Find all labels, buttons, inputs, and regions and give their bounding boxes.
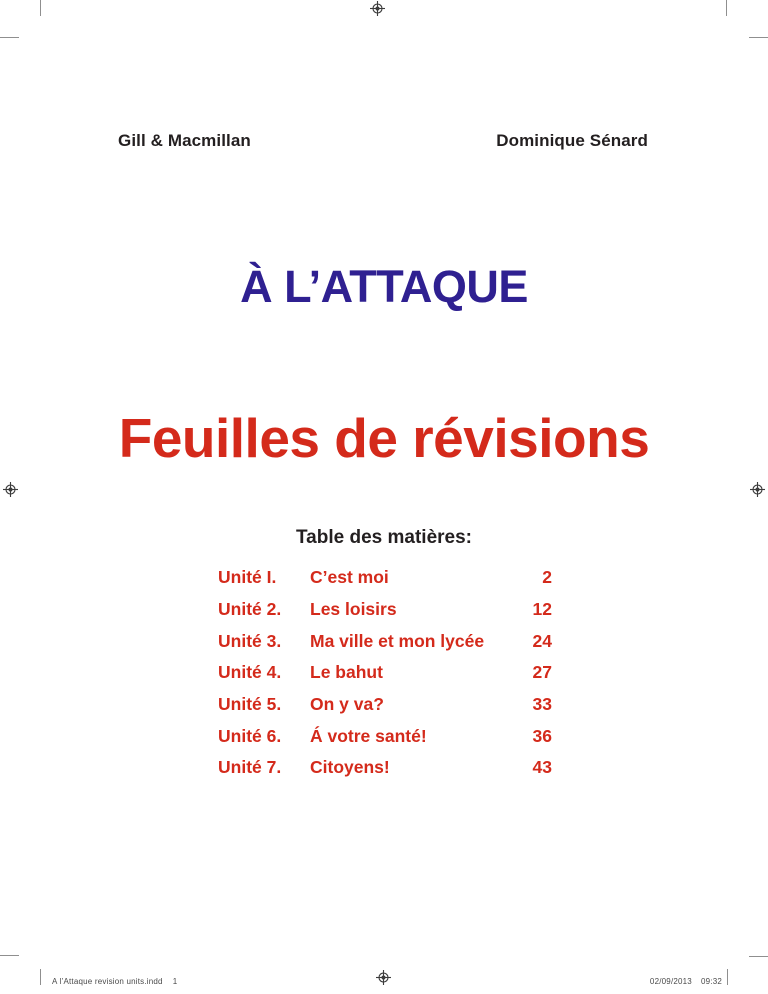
footer-time: 09:32 <box>700 977 722 986</box>
crop-mark-bottom-left-vertical <box>40 969 41 985</box>
toc-page-number: 43 <box>532 757 552 778</box>
toc-unit-title: Ma ville et mon lycée <box>310 630 485 651</box>
toc-unit-title: Á votre santé! <box>310 725 427 746</box>
toc-unit-label: Unité 5. <box>218 694 282 715</box>
crop-mark-top-left-horizontal <box>0 37 19 38</box>
footer-timestamp <box>650 977 722 986</box>
crop-mark-bottom-left-horizontal <box>0 955 19 956</box>
toc-unit-label: Unité 2. <box>218 599 282 620</box>
toc-heading: Table des matières: <box>295 527 472 548</box>
toc-unit-title: Les loisirs <box>310 599 397 620</box>
toc-row <box>218 720 552 752</box>
toc-row <box>218 594 552 626</box>
toc-unit-title: Citoyens! <box>310 757 390 778</box>
publisher-name: Gill & Macmillan <box>118 131 251 150</box>
toc-unit-label: Unité 7. <box>218 757 282 778</box>
toc-page-number: 12 <box>532 599 552 620</box>
table-of-contents <box>218 562 552 784</box>
toc-row <box>218 752 552 784</box>
footer-filename <box>52 977 177 986</box>
toc-row <box>218 689 552 721</box>
crop-mark-bottom-right-horizontal <box>749 956 768 957</box>
footer-date: 02/09/2013 <box>649 977 692 986</box>
toc-unit-title: On y va? <box>310 694 384 715</box>
toc-row <box>218 562 552 594</box>
author-name: Dominique Sénard <box>496 131 648 150</box>
toc-unit-label: Unité 3. <box>218 630 282 651</box>
toc-unit-label: Unité I. <box>218 567 277 588</box>
page-header <box>118 131 648 151</box>
toc-page-number: 27 <box>532 662 552 683</box>
registration-mark-icon <box>3 482 18 497</box>
toc-page-number: 33 <box>532 694 552 715</box>
toc-unit-title: C’est moi <box>310 567 389 588</box>
registration-mark-icon <box>750 482 765 497</box>
registration-mark-icon <box>370 1 385 16</box>
toc-page-number: 36 <box>532 725 552 746</box>
toc-page-number: 24 <box>532 630 552 651</box>
toc-unit-title: Le bahut <box>310 662 383 683</box>
toc-page-number: 2 <box>542 567 552 588</box>
footer-sheet-number: 1 <box>172 977 178 986</box>
footer-filename-text: A l’Attaque revision units.indd <box>52 977 163 986</box>
toc-row <box>218 657 552 689</box>
crop-mark-top-right-horizontal <box>749 37 768 38</box>
crop-mark-top-right-vertical <box>726 0 727 16</box>
book-subtitle: Feuilles de révisions <box>118 407 650 469</box>
crop-mark-bottom-right-vertical <box>727 969 728 985</box>
toc-unit-label: Unité 6. <box>218 725 282 746</box>
toc-unit-label: Unité 4. <box>218 662 282 683</box>
book-title: À L’ATTAQUE <box>240 261 528 312</box>
registration-mark-icon <box>376 970 391 985</box>
toc-row <box>218 625 552 657</box>
crop-mark-top-left-vertical <box>40 0 41 16</box>
